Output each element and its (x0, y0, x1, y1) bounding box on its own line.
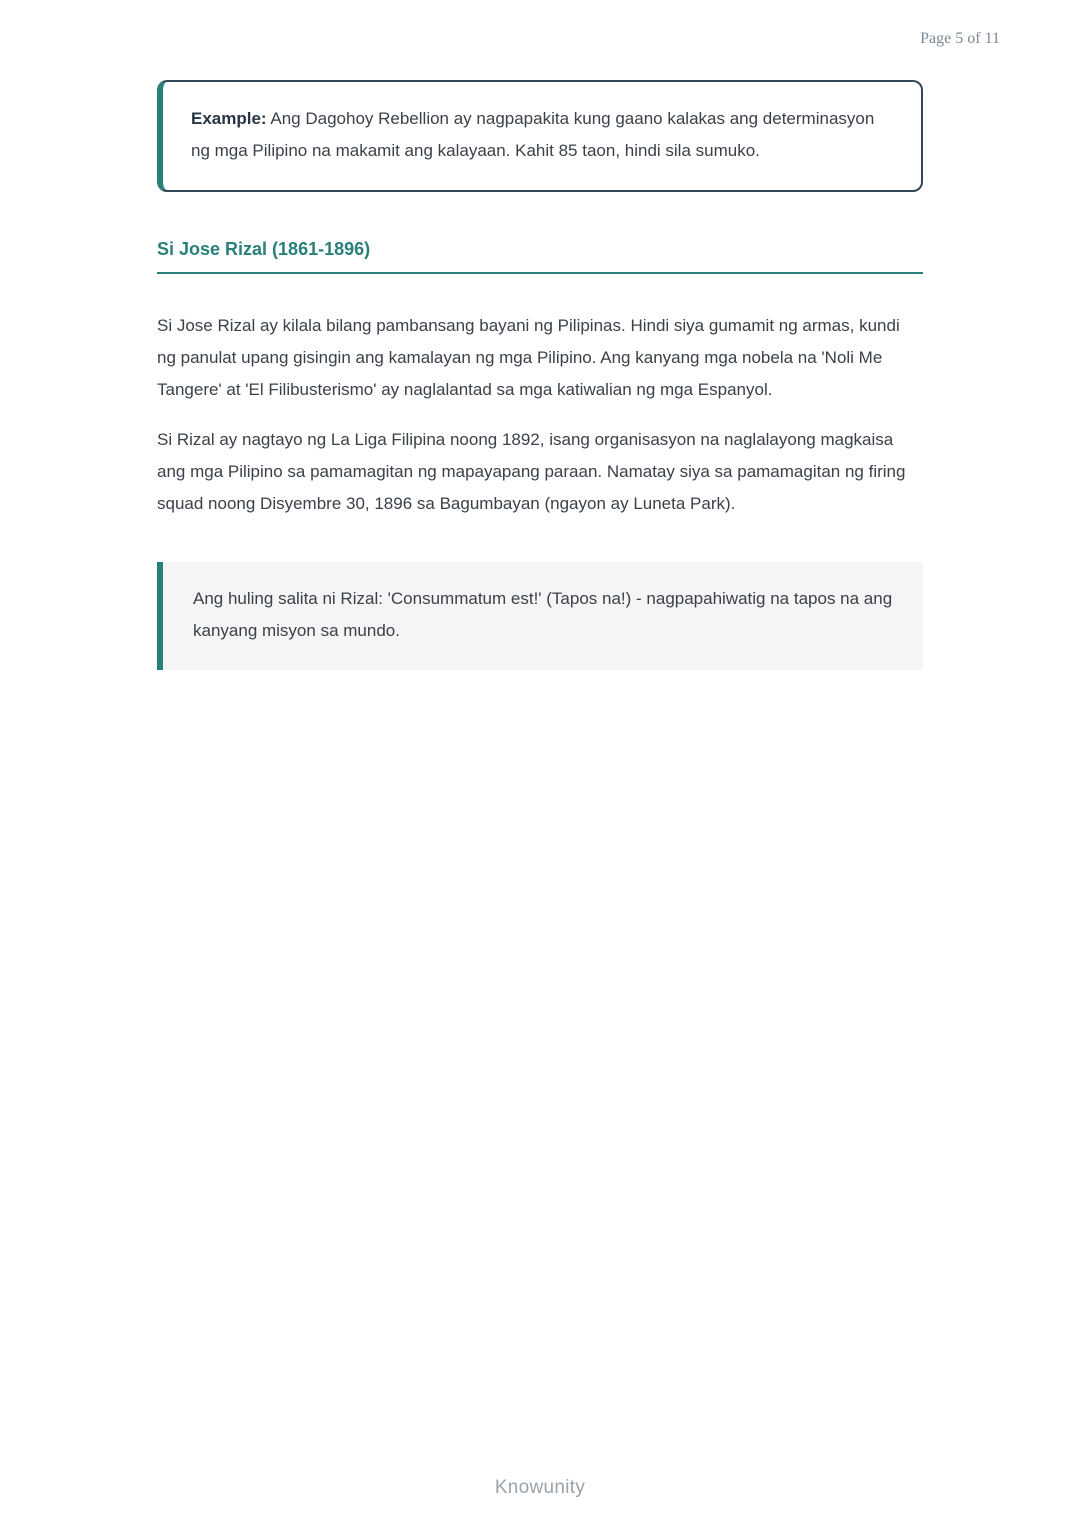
quote-callout-box (157, 562, 923, 670)
body-paragraph: Si Rizal ay nagtayo ng La Liga Filipina noong 1892, isang organisasyon na naglalayong magkaisa ang mga Pilipino sa pamamagitan ng mapayapang paraan. Namatay siya sa pamamagitan ng firing squad noong Disyembre 30, 1896 sa Bagumbayan (ngayon ay Luneta Park). (157, 430, 906, 513)
example-callout-box (157, 80, 923, 192)
page-content (157, 80, 923, 670)
section-heading: Si Jose Rizal (1861-1896) (157, 239, 371, 259)
example-text: Ang Dagohoy Rebellion ay nagpapakita kung gaano kalakas ang determinasyon ng mga Pilipino na makamit ang kalayaan. Kahit 85 taon, hindi sila sumuko. (191, 109, 875, 160)
page-indicator: Page 5 of 11 (920, 30, 1000, 47)
quote-text: Ang huling salita ni Rizal: 'Consummatum est!' (Tapos na!) - nagpapahiwatig na tapos na ang kanyang misyon sa mundo. (193, 589, 893, 640)
example-label: Example: (191, 109, 267, 128)
footer-brand: Knowunity (494, 1477, 586, 1498)
body-paragraph: Si Jose Rizal ay kilala bilang pambansang bayani ng Pilipinas. Hindi siya gumamit ng armas, kundi ng panulat upang gisingin ang kamalayan ng mga Pilipino. Ang kanyang mga nobela na 'Noli Me Tangere' at 'El Filibusterismo' ay naglalantad sa mga katiwalian ng mga Espanyol. (157, 316, 900, 399)
heading-divider (157, 272, 923, 274)
